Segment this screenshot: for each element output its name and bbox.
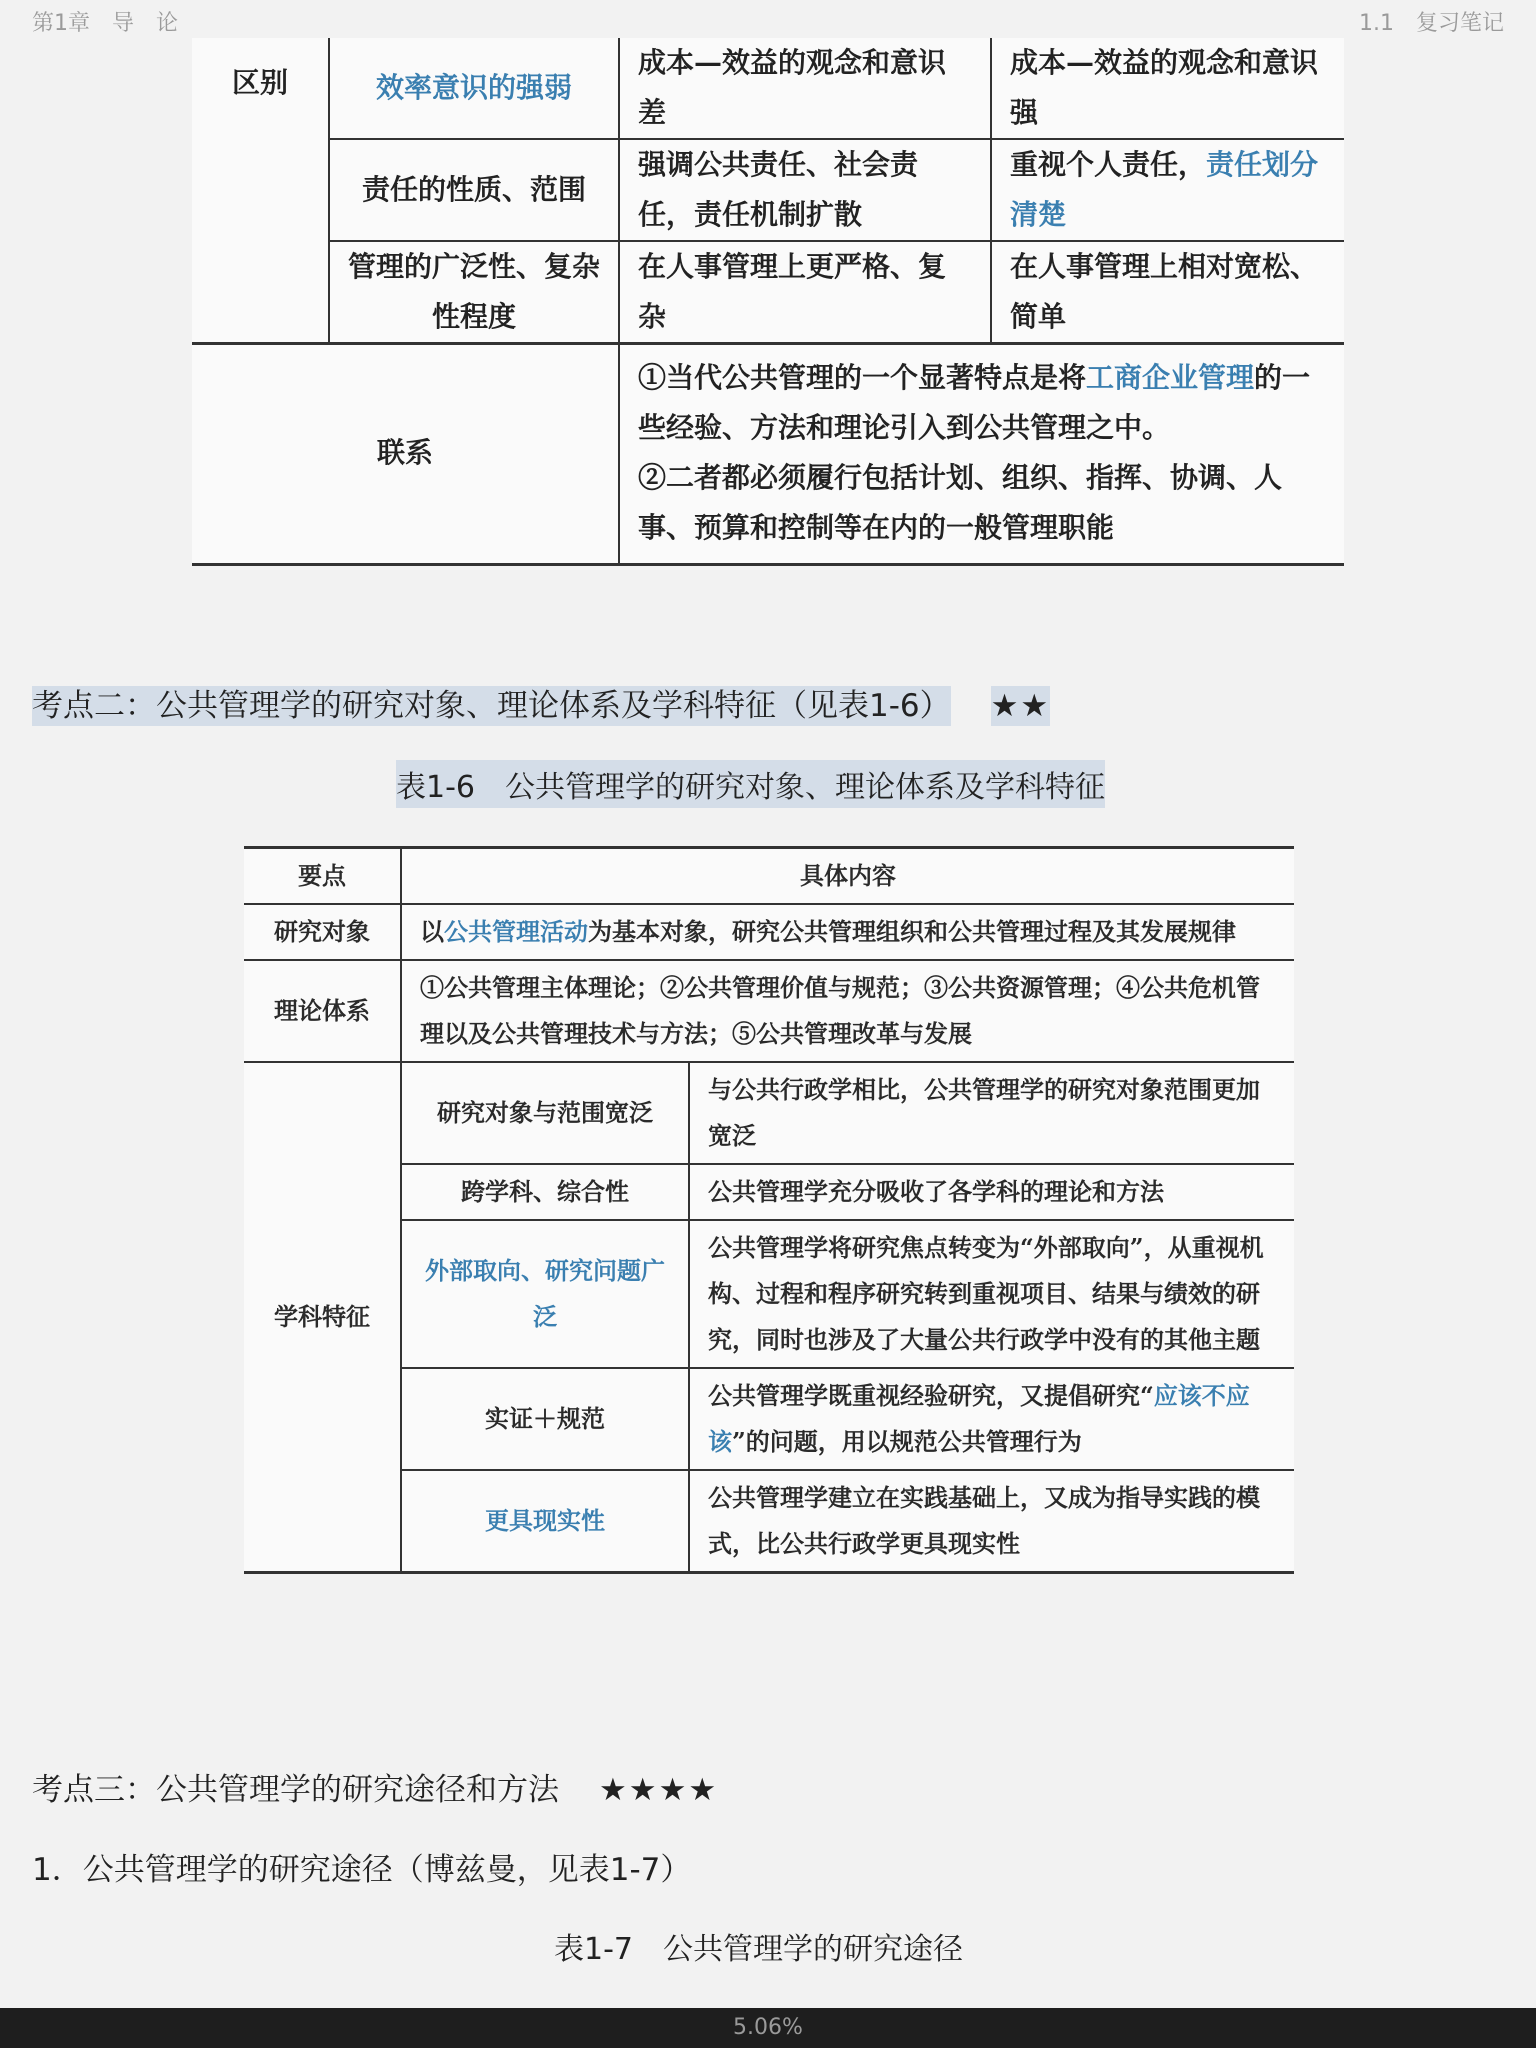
row-value-b: 成本—效益的观念和意识强 [991,38,1344,139]
table-row [192,139,1344,241]
table-row [244,1164,1294,1220]
feature-name: 跨学科、综合性 [401,1164,689,1220]
feature-text: 公共管理学建立在实践基础上，又成为指导实践的模式，比公共行政学更具现实性 [689,1470,1294,1573]
table-row [192,241,1344,344]
row-value-a: 在人事管理上更严格、复杂 [619,241,991,344]
row-key: 责任的性质、范围 [329,139,619,241]
row-value-a: 成本—效益的观念和意识差 [619,38,991,139]
importance-stars: ★★ [990,688,1051,724]
table-header-row [244,848,1294,905]
table-row [244,1062,1294,1164]
feature-text: 公共管理学充分吸收了各学科的理论和方法 [689,1164,1294,1220]
section-title: 考点三：公共管理学的研究途径和方法 [32,1772,559,1808]
feature-name: 更具现实性 [401,1470,689,1573]
section-header: 1.1 复习笔记 [1359,11,1504,36]
table-row [244,1368,1294,1470]
table-row [192,38,1344,139]
comparison-table [192,38,1344,566]
link-text: ①当代公共管理的一个显著特点是将工商企业管理的一些经验、方法和理论引入到公共管理之中。 ②二者都必须履行包括计划、组织、指挥、协调、人事、预算和控制等在内的一般管理职能 [619,344,1344,565]
link-row [192,344,1344,565]
feature-name: 研究对象与范围宽泛 [401,1062,689,1164]
row-text: 以公共管理活动为基本对象，研究公共管理组织和公共管理过程及其发展规律 [401,904,1294,960]
row-value-a: 强调公共责任、社会责任，责任机制扩散 [619,139,991,241]
section-heading [32,1764,718,1809]
link-label: 联系 [192,344,619,565]
row-key: 管理的广泛性、复杂性程度 [329,241,619,344]
feature-text: 与公共行政学相比，公共管理学的研究对象范围更加宽泛 [689,1062,1294,1164]
subsection-heading: 1．公共管理学的研究途径（博兹曼，见表1-7） [32,1852,692,1888]
research-object-table [244,846,1294,1574]
progress-percent: 5.06% [733,2015,803,2040]
row-text: ①公共管理主体理论；②公共管理价值与规范；③公共资源管理；④公共危机管理以及公共管理技术与方法；⑤公共管理改革与发展 [401,960,1294,1062]
table-caption: 表1-7 公共管理学的研究途径 [554,1932,963,1967]
row-label: 理论体系 [244,960,401,1062]
table-caption: 表1-6 公共管理学的研究对象、理论体系及学科特征 [396,760,1105,808]
feature-name: 实证＋规范 [401,1368,689,1470]
row-label: 研究对象 [244,904,401,960]
section-heading [32,680,1050,725]
reading-progress-bar [0,2008,1536,2048]
row-label: 学科特征 [244,1062,401,1573]
feature-text: 公共管理学既重视经验研究，又提倡研究“应该不应该”的问题，用以规范公共管理行为 [689,1368,1294,1470]
table-row [244,1470,1294,1573]
table-row [244,960,1294,1062]
section-title: 考点二：公共管理学的研究对象、理论体系及学科特征（见表1-6） [32,688,951,724]
row-value-b: 重视个人责任，责任划分清楚 [991,139,1344,241]
row-key: 效率意识的强弱 [329,38,619,139]
feature-name: 外部取向、研究问题广泛 [401,1220,689,1368]
header-key: 要点 [298,861,346,890]
importance-stars: ★★★★ [599,1772,719,1808]
chapter-header: 第1章 导 论 [32,11,178,36]
header-content: 具体内容 [401,848,1294,905]
row-value-b: 在人事管理上相对宽松、简单 [991,241,1344,344]
table-row [244,1220,1294,1368]
table-row [244,904,1294,960]
feature-text: 公共管理学将研究焦点转变为“外部取向”，从重视机构、过程和程序研究转到重视项目、结果与绩效的研究，同时也涉及了大量公共行政学中没有的其他主题 [689,1220,1294,1368]
region-label: 区别 [192,38,329,344]
